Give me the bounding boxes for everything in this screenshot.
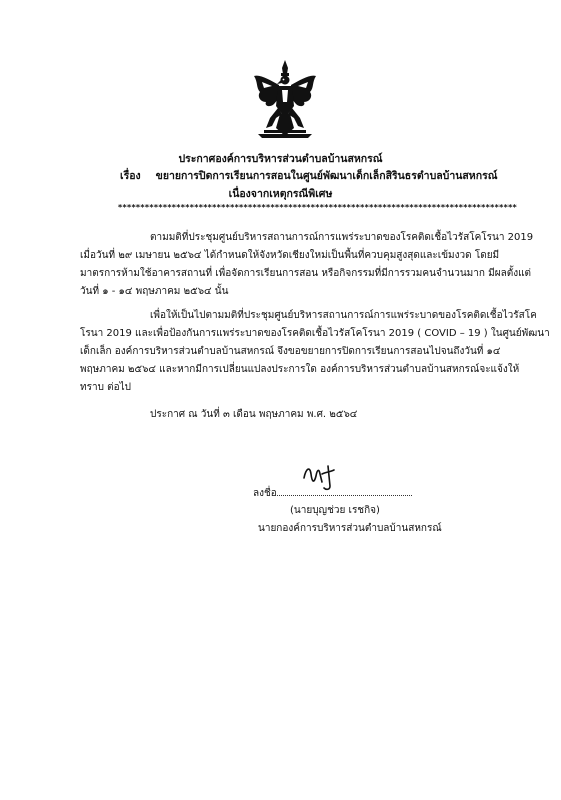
signer-position: นายกองค์การบริหารส่วนตำบลบ้านสหกรณ์ [258,523,442,534]
separator-line: ***************************************************************************************** [118,203,518,212]
para2-line-3: เด็กเล็ก องค์การบริหารส่วนตำบลบ้านสหกรณ์ จึงขอขยายการปิดการเรียนการสอนไปจนถึงวันที่ ๑๔ [80,346,501,357]
subject-continuation: เนื่องจากเหตุกรณีพิเศษ [228,188,333,200]
para1-line-2: เมื่อวันที่ ๒๙ เมษายน ๒๕๖๔ ได้กำหนดให้จังหวัดเชียงใหม่เป็นพื้นที่ควบคุมสูงสุดและเข้มงวด โดยมี [80,250,500,261]
announcement-date: ประกาศ ณ วันที่ ๓ เดือน พฤษภาคม พ.ศ. ๒๕๖๔ [150,409,358,420]
para2-line-5: ทราบ ต่อไป [80,382,131,393]
para2-line-2: โรนา 2019 และเพื่อป้องกันการแพร่ระบาดของโรคติดเชื้อไวรัสโคโรนา 2019 ( COVID – 19 ) ในศูนย์พัฒนา [80,328,550,339]
subject-text: ขยายการปิดการเรียนการสอนในศูนย์พัฒนาเด็กเล็กสิรินธรตำบลบ้านสหกรณ์ [155,170,498,182]
para1-line-4: วันที่ ๑ - ๑๔ พฤษภาคม ๒๕๖๔ นั้น [80,286,229,297]
subject-label: เรื่อง [120,170,141,182]
para2-line-4: พฤษภาคม ๒๕๖๔ และหากมีการเปลี่ยนแปลงประการใด องค์การบริหารส่วนตำบลบ้านสหกรณ์จะแจ้งให้ [80,364,520,375]
signature-line [253,485,412,501]
garuda-emblem-icon [252,58,318,140]
signature-dotted-line [277,485,412,496]
sign-label: ลงชื่อ [253,488,277,499]
subject-line [120,167,497,184]
signer-name: (นายบุญช่วย เรชกิจ) [290,505,380,516]
para2-line-1: เพื่อให้เป็นไปตามมติที่ประชุมศูนย์บริหารสถานการณ์การแพร่ระบาดของโรคติดเชื้อไวรัสโค [150,310,537,321]
para1-line-1: ตามมติที่ประชุมศูนย์บริหารสถานการณ์การแพร่ระบาดของโรคติดเชื้อไวรัสโคโรนา 2019 [150,232,534,243]
announcement-heading: ประกาศองค์การบริหารส่วนตำบลบ้านสหกรณ์ [178,153,383,165]
para1-line-3: มาตรการห้ามใช้อาคารสถานที่ เพื่อจัดการเรียนการสอน หรือกิจกรรมที่มีการรวมคนจำนวนมาก มีผลตั้งแต่ [80,268,532,279]
